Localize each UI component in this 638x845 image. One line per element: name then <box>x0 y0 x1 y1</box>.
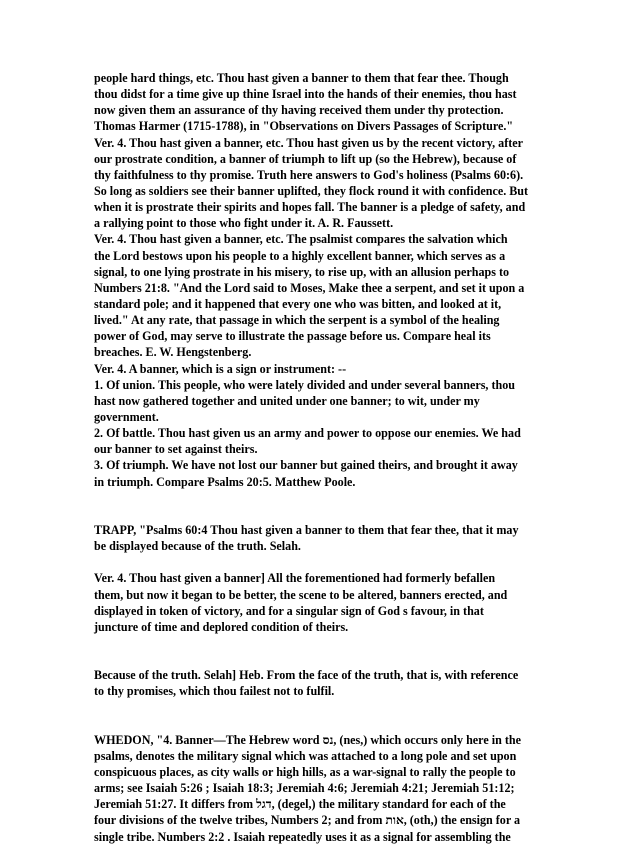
text-line: now given them an assurance of thy having received them under thy protection. <box>94 103 504 118</box>
text-line: breaches. E. W. Hengstenberg. <box>94 345 252 360</box>
text-line: single tribe. Numbers 2:2 . Isaiah repeatedly uses it as a signal for assembling the <box>94 829 511 844</box>
text-line: TRAPP, "Psalms 60:4 Thou hast given a banner to them that fear thee, that it may <box>94 522 519 537</box>
text-line: government. <box>94 409 159 424</box>
blank-line <box>94 554 598 570</box>
text-line: thy faithfulness to thy promise. Truth here answers to God's holiness (Psalms 60:6). <box>94 167 524 182</box>
blank-line <box>94 490 598 506</box>
text-line: Because of the truth. Selah] Heb. From the face of the truth, that is, with reference <box>94 668 519 683</box>
text-line: Ver. 4. Thou hast given a banner, etc. The psalmist compares the salvation which <box>94 232 508 247</box>
text-line: So long as soldiers see their banner uplifted, they flock round it with confidence. But <box>94 183 529 198</box>
text-line: Jeremiah 51:27. It differs from דגל, (degel,) the military standard for each of the <box>94 797 506 812</box>
text-line: lived." At any rate, that passage in which the serpent is a symbol of the healing <box>94 313 500 328</box>
text-line: thou didst for a time give up thine Israel into the hands of their enemies, thou hast <box>94 87 517 102</box>
text-line: power of God, may serve to illustrate the passage before us. Compare heal its <box>94 329 491 344</box>
text-line: when it is prostrate their spirits and hopes fall. The banner is a pledge of safety, and <box>94 200 526 215</box>
text-line: standard pole; and it happened that every one who was bitten, and looked at it, <box>94 296 502 311</box>
text-line: four divisions of the twelve tribes, Numbers 2; and from אות, (oth,) the ensign for a <box>94 813 521 828</box>
text-line: 3. Of triumph. We have not lost our banner but gained theirs, and brought it away <box>94 458 518 473</box>
text-line: people hard things, etc. Thou hast given a banner to them that fear thee. Though <box>94 71 509 85</box>
text-line: hast now gathered together and united under one banner; to wit, under my <box>94 393 480 408</box>
text-block <box>94 570 598 635</box>
text-line: to thy promises, which thou failest not to fulfil. <box>94 684 335 699</box>
blank-line <box>94 651 598 667</box>
text-line: our banner to set against theirs. <box>94 442 258 457</box>
text-block <box>94 667 598 699</box>
text-line: Ver. 4. Thou hast given a banner] All the forementioned had formerly befallen <box>94 571 496 586</box>
text-line: WHEDON, "4. Banner—The Hebrew word נס, (nes,) which occurs only here in the <box>94 732 521 747</box>
text-line: conspicuous places, as city walls or high hills, as a war-signal to rally the people to <box>94 765 516 780</box>
text-line: Thomas Harmer (1715-1788), in "Observations on Divers Passages of Scripture." <box>94 119 514 134</box>
blank-line <box>94 699 598 715</box>
text-line: Numbers 21:8. "And the Lord said to Moses, Make thee a serpent, and set it upon a <box>94 280 525 295</box>
text-line: a rallying point to those who fight under it. A. R. Faussett. <box>94 216 394 231</box>
text-line: 2. Of battle. Thou hast given us an army and power to oppose our enemies. We had <box>94 426 521 441</box>
text-line: Ver. 4. Thou hast given a banner, etc. Thou hast given us by the recent victory, after <box>94 135 524 150</box>
text-line: psalms, denotes the military signal which was attached to a long pole and set upon <box>94 748 517 763</box>
text-line: arms; see Isaiah 5:26 ; Isaiah 18:3; Jeremiah 4:6; Jeremiah 4:21; Jeremiah 51:12; <box>94 781 515 796</box>
text-line: in triumph. Compare Psalms 20:5. Matthew Poole. <box>94 474 356 489</box>
text-block <box>94 70 598 490</box>
blank-line <box>94 635 598 651</box>
text-line: juncture of time and deplored condition of theirs. <box>94 619 349 634</box>
blank-line <box>94 716 598 732</box>
blank-line <box>94 506 598 522</box>
text-block <box>94 732 598 845</box>
text-line: the Lord bestows upon his people to a highly excellent banner, which serves as a <box>94 248 506 263</box>
text-line: signal, to one lying prostrate in his misery, to rise up, with an allusion perhaps to <box>94 264 510 279</box>
text-line: displayed in token of victory, and for a singular sign of God s favour, in that <box>94 603 484 618</box>
text-line: be displayed because of the truth. Selah. <box>94 539 301 554</box>
text-block <box>94 522 598 554</box>
text-line: them, but now it began to be better, the scene to be altered, banners erected, and <box>94 587 508 602</box>
text-line: Ver. 4. A banner, which is a sign or instrument: -- <box>94 361 347 376</box>
text-line: 1. Of union. This people, who were lately divided and under several banners, thou <box>94 377 515 392</box>
text-line: our prostrate condition, a banner of triumph to lift up (so the Hebrew), because of <box>94 151 517 166</box>
